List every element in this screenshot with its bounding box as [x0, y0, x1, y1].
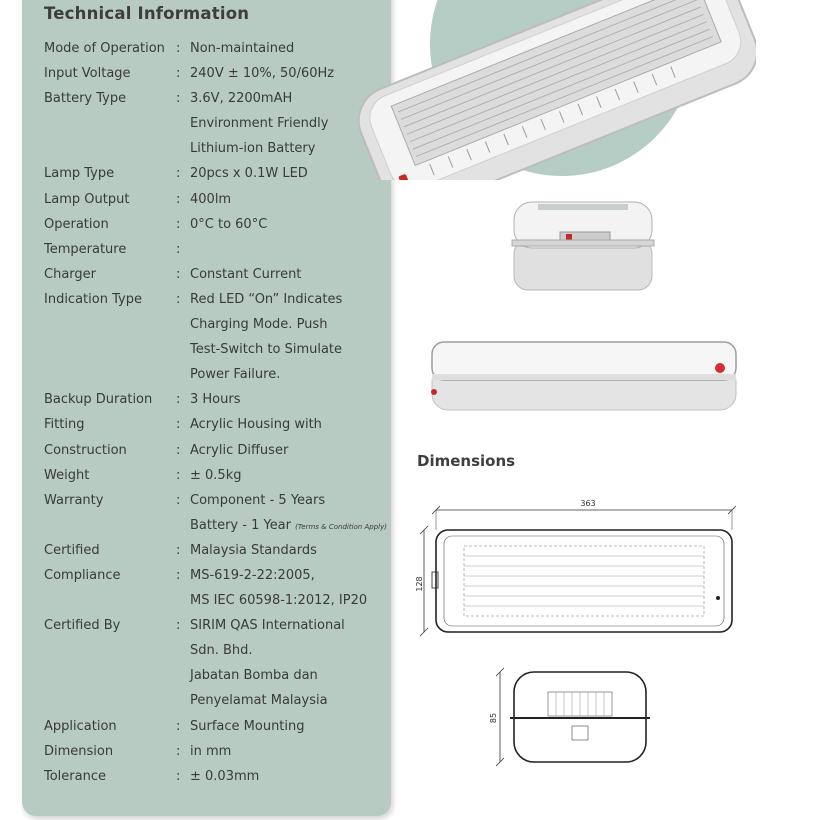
spec-colon — [176, 638, 190, 663]
spec-row — [44, 438, 389, 463]
spec-row — [44, 739, 389, 764]
spec-row — [44, 613, 389, 638]
product-photo-main — [336, 0, 756, 180]
spec-value-container — [190, 663, 389, 688]
spec-label — [44, 513, 176, 538]
spec-value: in mm — [190, 743, 232, 759]
spec-value: Acrylic Housing with — [190, 417, 322, 433]
spec-value: MS IEC 60598-1:2012, IP20 — [190, 593, 368, 609]
spec-value: 20pcs x 0.1W LED — [190, 166, 308, 182]
spec-row — [44, 337, 389, 362]
spec-value-container — [190, 262, 389, 287]
spec-row — [44, 488, 389, 513]
spec-value: Malaysia Standards — [190, 542, 317, 558]
spec-colon: : — [176, 392, 181, 408]
spec-colon: : — [176, 266, 181, 282]
spec-value-container — [190, 714, 389, 739]
spec-row — [44, 513, 389, 538]
spec-value: Acrylic Diffuser — [190, 442, 289, 458]
spec-value-container — [190, 412, 389, 437]
spec-value: Battery - 1 Year — [190, 517, 296, 533]
spec-row — [44, 212, 389, 237]
spec-value-container — [190, 237, 389, 262]
spec-value-container — [190, 638, 389, 663]
spec-value-container — [190, 438, 389, 463]
spec-label — [44, 588, 176, 613]
spec-value: Constant Current — [190, 266, 302, 282]
spec-row — [44, 187, 389, 212]
spec-colon — [176, 362, 190, 387]
spec-label: Dimension — [44, 743, 114, 759]
spec-value: Component - 5 Years — [190, 492, 326, 508]
spec-colon: : — [176, 743, 181, 759]
spec-value-container — [190, 337, 389, 362]
spec-row — [44, 663, 389, 688]
spec-value: Test-Switch to Simulate — [190, 342, 343, 358]
spec-value-container — [190, 613, 389, 638]
spec-row — [44, 262, 389, 287]
spec-value-container — [190, 187, 389, 212]
spec-value-container — [190, 212, 389, 237]
spec-label: Construction — [44, 442, 127, 458]
spec-colon: : — [176, 492, 181, 508]
spec-label: Weight — [44, 467, 90, 483]
spec-row — [44, 463, 389, 488]
spec-value: Lithium-ion Battery — [190, 141, 316, 157]
spec-value: 3.6V, 2200mAH — [190, 91, 293, 107]
spec-label: Input Voltage — [44, 66, 131, 82]
spec-row — [44, 563, 389, 588]
spec-label — [44, 362, 176, 387]
spec-row — [44, 362, 389, 387]
spec-note: (Terms & Condition Apply) — [295, 522, 387, 531]
spec-colon — [176, 688, 190, 713]
spec-value: Charging Mode. Push — [190, 317, 328, 333]
spec-label — [44, 688, 176, 713]
spec-row — [44, 638, 389, 663]
spec-colon — [176, 136, 190, 161]
spec-value-container — [190, 764, 389, 789]
spec-value-container — [190, 588, 389, 613]
spec-value-container — [190, 488, 389, 513]
spec-value: 3 Hours — [190, 392, 241, 408]
spec-value: Power Failure. — [190, 367, 281, 383]
product-photo-side — [508, 196, 658, 296]
spec-label — [44, 663, 176, 688]
spec-colon: : — [176, 417, 181, 433]
dimension-drawing-side — [484, 662, 654, 768]
spec-row — [44, 764, 389, 789]
spec-colon: : — [176, 41, 181, 56]
spec-label: Backup Duration — [44, 392, 153, 408]
spec-value: SIRIM QAS International — [190, 618, 345, 634]
spec-colon: : — [176, 567, 181, 583]
spec-row — [44, 387, 389, 412]
spec-colon: : — [176, 66, 181, 82]
spec-colon: : — [176, 442, 181, 458]
technical-info-title: Technical Information — [44, 4, 250, 23]
spec-colon: : — [176, 191, 181, 207]
spec-label — [44, 337, 176, 362]
dimension-drawing-front — [410, 494, 742, 644]
spec-label: Operation — [44, 216, 109, 232]
spec-value: MS-619-2-22:2005, — [190, 567, 315, 583]
spec-label: Compliance — [44, 567, 121, 583]
spec-colon: : — [176, 542, 181, 558]
spec-row — [44, 287, 389, 312]
spec-colon: : — [176, 618, 181, 634]
spec-colon — [176, 312, 190, 337]
dimension-height-label: 128 — [415, 576, 424, 592]
spec-value: Red LED “On” Indicates — [190, 291, 343, 307]
spec-value: Jabatan Bomba dan — [190, 668, 318, 684]
spec-value: ± 0.5kg — [190, 467, 242, 483]
spec-label: Tolerance — [44, 768, 106, 784]
spec-row — [44, 538, 389, 563]
spec-colon — [176, 663, 190, 688]
spec-row — [44, 412, 389, 437]
spec-colon: : — [176, 166, 181, 182]
spec-colon: : — [176, 768, 181, 784]
spec-colon — [176, 337, 190, 362]
spec-label: Temperature — [44, 241, 127, 257]
spec-value: Surface Mounting — [190, 718, 305, 734]
spec-value: Penyelamat Malaysia — [190, 693, 328, 709]
spec-colon — [176, 588, 190, 613]
spec-label — [44, 638, 176, 663]
spec-label: Lamp Output — [44, 191, 130, 207]
spec-colon: : — [176, 467, 181, 483]
spec-value-container — [190, 739, 389, 764]
dimensions-title: Dimensions — [417, 452, 516, 470]
spec-colon: : — [176, 718, 181, 734]
spec-value: ± 0.03mm — [190, 768, 260, 784]
spec-row — [44, 312, 389, 337]
spec-row — [44, 688, 389, 713]
spec-colon: : — [176, 216, 181, 232]
spec-label: Indication Type — [44, 291, 142, 307]
spec-value: Environment Friendly — [190, 116, 329, 132]
spec-colon — [176, 513, 190, 538]
spec-label: Certified By — [44, 618, 121, 634]
spec-label — [44, 312, 176, 337]
spec-label: Certified — [44, 542, 100, 558]
spec-colon — [176, 111, 190, 136]
spec-row — [44, 237, 389, 262]
spec-label — [44, 111, 176, 136]
spec-value-container — [190, 688, 389, 713]
dimension-depth-label: 85 — [489, 712, 498, 724]
spec-label: Charger — [44, 266, 96, 282]
spec-label: Application — [44, 718, 117, 734]
spec-colon: : — [176, 291, 181, 307]
spec-label — [44, 136, 176, 161]
spec-value-container — [190, 362, 389, 387]
spec-row — [44, 588, 389, 613]
spec-label: Warranty — [44, 492, 104, 508]
spec-value: 0°C to 60°C — [190, 216, 268, 232]
spec-value-container — [190, 538, 389, 563]
spec-value: Sdn. Bhd. — [190, 643, 253, 659]
product-photo-front — [428, 336, 740, 414]
spec-value-container — [190, 563, 389, 588]
spec-value-container — [190, 387, 389, 412]
spec-value-container — [190, 287, 389, 312]
spec-value-container — [190, 463, 389, 488]
spec-value: 240V ± 10%, 50/60Hz — [190, 66, 335, 82]
spec-value: 400lm — [190, 191, 232, 207]
spec-colon: : — [176, 91, 181, 107]
dimension-length-label: 363 — [580, 499, 596, 508]
spec-value-container — [190, 513, 389, 538]
spec-row — [44, 714, 389, 739]
spec-value: Non-maintained — [190, 41, 295, 56]
spec-label: Battery Type — [44, 91, 127, 107]
spec-value-container — [190, 312, 389, 337]
spec-label: Mode of Operation — [44, 41, 165, 56]
spec-colon: : — [176, 241, 181, 257]
spec-label: Fitting — [44, 417, 85, 433]
spec-label: Lamp Type — [44, 166, 115, 182]
